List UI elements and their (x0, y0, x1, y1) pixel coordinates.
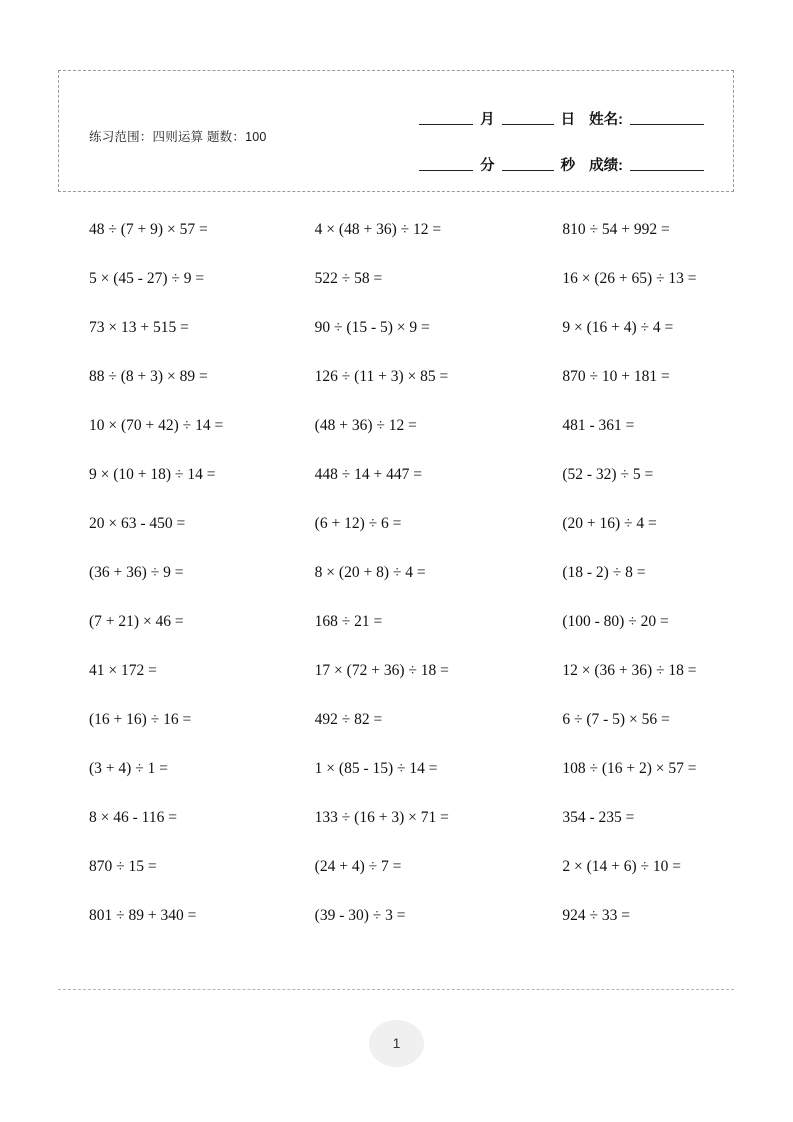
problem-row (58, 744, 734, 793)
month-label: 月 (480, 112, 495, 128)
problem-item[interactable]: 41 × 172 = (89, 662, 157, 679)
second-blank[interactable] (502, 169, 554, 171)
problem-item[interactable]: 4 × (48 + 36) ÷ 12 = (314, 221, 442, 238)
problem-item[interactable]: 17 × (72 + 36) ÷ 18 = (314, 662, 449, 679)
second-label: 秒 (560, 158, 576, 174)
footer-divider (58, 989, 734, 990)
problem-row (58, 450, 734, 499)
problem-row (58, 401, 734, 450)
problem-item[interactable]: 9 × (16 + 4) ÷ 4 = (562, 319, 674, 336)
problem-item[interactable]: (6 + 12) ÷ 6 = (314, 515, 402, 532)
problem-item[interactable]: (3 + 4) ÷ 1 = (89, 760, 168, 777)
problem-item[interactable]: 801 ÷ 89 + 340 = (89, 907, 197, 924)
problem-item[interactable]: (100 - 80) ÷ 20 = (562, 613, 669, 630)
month-blank[interactable] (419, 123, 473, 125)
practice-range-label: 练习范围：四则运算 题数：100 (89, 130, 267, 144)
problem-item[interactable]: 10 × (70 + 42) ÷ 14 = (89, 417, 224, 434)
minute-label: 分 (480, 158, 495, 174)
header-box (58, 70, 734, 192)
date-row (379, 91, 709, 129)
problem-item[interactable]: (39 - 30) ÷ 3 = (314, 907, 406, 924)
problem-row (58, 793, 734, 842)
problem-item[interactable]: 924 ÷ 33 = (562, 907, 630, 924)
page-number-badge: 1 (369, 1020, 424, 1067)
minute-blank[interactable] (419, 169, 473, 171)
problem-item[interactable]: 870 ÷ 15 = (89, 858, 157, 875)
day-blank[interactable] (502, 123, 554, 125)
problem-row (58, 254, 734, 303)
name-label: 姓名: (589, 112, 623, 128)
problem-item[interactable]: 73 × 13 + 515 = (89, 319, 189, 336)
problem-item[interactable]: 8 × (20 + 8) ÷ 4 = (314, 564, 426, 581)
problem-item[interactable]: 810 ÷ 54 + 992 = (562, 221, 670, 238)
problem-item[interactable]: 448 ÷ 14 + 447 = (314, 466, 423, 483)
problem-row (58, 646, 734, 695)
problem-grid (58, 205, 734, 940)
score-blank[interactable] (630, 169, 704, 171)
problem-item[interactable]: 522 ÷ 58 = (314, 270, 383, 287)
problem-item[interactable]: (52 - 32) ÷ 5 = (562, 466, 654, 483)
problem-row (58, 548, 734, 597)
problem-item[interactable]: 20 × 63 - 450 = (89, 515, 186, 532)
time-row (379, 137, 709, 175)
problem-item[interactable]: 90 ÷ (15 - 5) × 9 = (314, 319, 430, 336)
problem-item[interactable]: (20 + 16) ÷ 4 = (562, 515, 657, 532)
problem-item[interactable]: (36 + 36) ÷ 9 = (89, 564, 184, 581)
problem-item[interactable]: 108 ÷ (16 + 2) × 57 = (562, 760, 697, 777)
problem-row (58, 303, 734, 352)
problem-item[interactable]: 126 ÷ (11 + 3) × 85 = (314, 368, 449, 385)
problem-item[interactable]: 492 ÷ 82 = (314, 711, 383, 728)
problem-item[interactable]: 12 × (36 + 36) ÷ 18 = (562, 662, 697, 679)
problem-item[interactable]: 2 × (14 + 6) ÷ 10 = (562, 858, 682, 875)
problem-item[interactable]: 5 × (45 - 27) ÷ 9 = (89, 270, 205, 287)
problem-item[interactable]: 133 ÷ (16 + 3) × 71 = (314, 809, 449, 826)
problem-row (58, 842, 734, 891)
day-label: 日 (560, 112, 576, 128)
problem-item[interactable]: (48 + 36) ÷ 12 = (314, 417, 417, 434)
problem-row (58, 499, 734, 548)
problem-item[interactable]: 88 ÷ (8 + 3) × 89 = (89, 368, 208, 385)
problem-row (58, 597, 734, 646)
problem-row (58, 352, 734, 401)
problem-item[interactable]: 48 ÷ (7 + 9) × 57 = (89, 221, 208, 238)
problem-item[interactable]: (18 - 2) ÷ 8 = (562, 564, 646, 581)
problem-item[interactable]: 870 ÷ 10 + 181 = (562, 368, 670, 385)
problem-row (58, 695, 734, 744)
problem-row (58, 891, 734, 940)
problem-item[interactable]: 9 × (10 + 18) ÷ 14 = (89, 466, 216, 483)
problem-item[interactable]: (16 + 16) ÷ 16 = (89, 711, 192, 728)
problem-item[interactable]: 354 - 235 = (562, 809, 635, 826)
problem-item[interactable]: (7 + 21) × 46 = (89, 613, 184, 630)
problem-item[interactable]: 16 × (26 + 65) ÷ 13 = (562, 270, 697, 287)
name-blank[interactable] (630, 123, 704, 125)
header-meta (379, 91, 709, 175)
problem-item[interactable]: 1 × (85 - 15) ÷ 14 = (314, 760, 438, 777)
problem-item[interactable]: 6 ÷ (7 - 5) × 56 = (562, 711, 670, 728)
problem-item[interactable]: 8 × 46 - 116 = (89, 809, 177, 826)
problem-item[interactable]: 168 ÷ 21 = (314, 613, 383, 630)
problem-item[interactable]: 481 - 361 = (562, 417, 635, 434)
problem-item[interactable]: (24 + 4) ÷ 7 = (314, 858, 402, 875)
score-label: 成绩: (589, 158, 623, 174)
problem-row (58, 205, 734, 254)
